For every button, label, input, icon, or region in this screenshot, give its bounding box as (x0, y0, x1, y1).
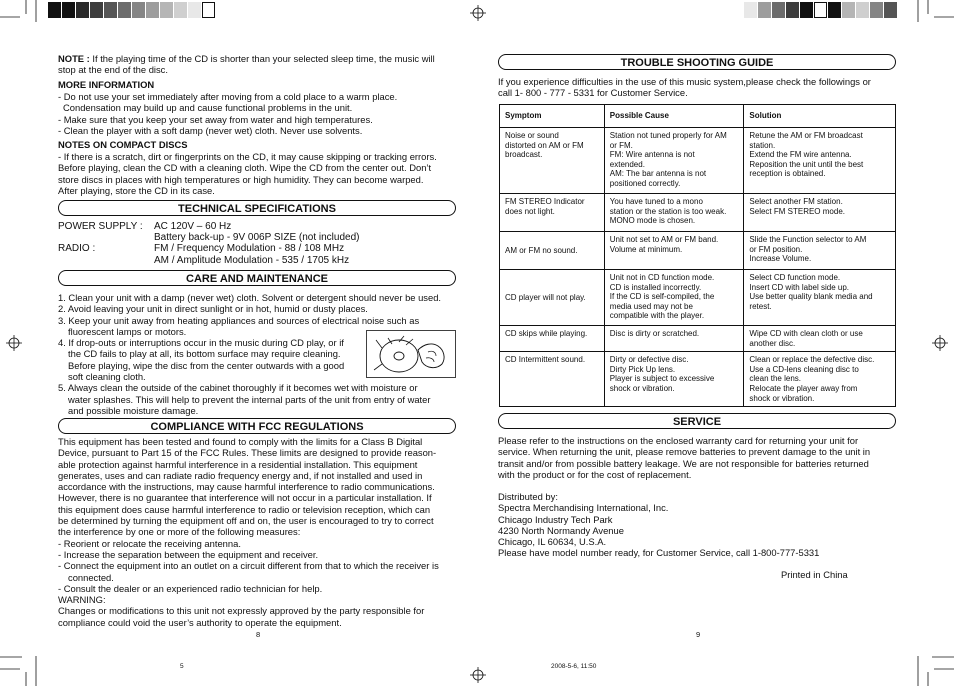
cell-line: Volume at minimum. (609, 244, 683, 254)
tech-value: AM / Amplitude Modulation - 535 / 1705 kHz (154, 254, 350, 266)
cause-cell (604, 128, 744, 194)
cell-line: reception is obtained. (749, 169, 826, 179)
col-header-symptom: Symptom (500, 105, 605, 128)
cell-line: Reposition the unit until the best (749, 159, 864, 169)
cell-line: does not light. (505, 206, 555, 216)
table-row (500, 352, 896, 407)
cell-line: Select another FM station. (749, 197, 843, 206)
more-info-line: - Do not use your set immediately after moving from a cold place to a warm place. (58, 91, 398, 102)
trouble-shooting-intro (498, 76, 902, 99)
cd-cleaning-illustration (366, 330, 456, 378)
more-info-line: - Make sure that you keep your set away from water and high temperatures. (58, 113, 373, 125)
solution-cell (744, 232, 896, 270)
tech-specs-table (58, 221, 458, 266)
cell-line: Player is subject to excessive (609, 374, 715, 384)
tech-value: FM / Frequency Modulation - 88 / 108 MHz (154, 243, 345, 255)
fcc-compliance-heading: COMPLIANCE WITH FCC REGULATIONS (58, 418, 456, 434)
notes-cd-line: - If there is a scratch, dirt or fingerprints on the CD, it may cause skipping or tracking errors. (58, 151, 437, 162)
cell-line: Station not tuned properly for AM (609, 131, 727, 140)
fcc-line: - Increase the separation between the equipment and receiver. (58, 548, 319, 560)
solution-cell (744, 270, 896, 326)
fcc-line: Changes or modifications to this unit not expressly approved by the party responsible for (58, 605, 425, 617)
cell-line: another disc. (749, 338, 796, 348)
care-line: 4. If drop-outs or interruptions occur in the music during CD play, or if (58, 337, 344, 349)
trouble-shooting-heading: TROUBLE SHOOTING GUIDE (498, 54, 896, 70)
cell-line: Wipe CD with clean cloth or use (749, 329, 863, 338)
symptom-cell (500, 352, 605, 407)
distributor-line: 4230 North Normandy Avenue (498, 524, 624, 536)
note-line-1: If the playing time of the CD is shorter than your selected sleep time, the music will (89, 53, 435, 64)
cell-line: Select FM STEREO mode. (749, 206, 845, 216)
cell-line: retest. (749, 301, 772, 311)
distributor-line: Please have model number ready, for Customer Service, call 1-800-777-5331 (498, 547, 820, 559)
note-paragraph (58, 53, 458, 76)
registration-mark-left (6, 335, 22, 351)
cell-line: FM: Wire antenna is not (609, 150, 695, 160)
cell-line: CD player will not play. (505, 292, 586, 302)
symptom-cell (500, 232, 605, 270)
solution-cell (744, 326, 896, 352)
notes-cd-list (58, 151, 458, 196)
care-line: the CD fails to play at all, its bottom surface may require cleaning. (68, 348, 341, 360)
cell-line: broadcast. (505, 150, 543, 160)
service-line: with the product or for the cost of replacement. (498, 468, 692, 480)
cell-line: shock or vibration. (609, 383, 675, 393)
fcc-line: be determined by turning the equipment off and on, the user is encouraged to try to correct (58, 515, 434, 527)
tech-label (58, 255, 154, 266)
more-info-title: MORE INFORMATION (58, 79, 155, 90)
distributor-line: Chicago, IL 60634, U.S.A. (498, 536, 607, 548)
cell-line: Disc is dirty or scratched. (609, 329, 700, 338)
sheet-number: 5 (180, 663, 184, 670)
fcc-line: connected. (68, 571, 114, 583)
care-line: Before playing, wipe the disc from the center outwards with a good (68, 359, 345, 371)
cell-line: CD skips while playing. (505, 329, 588, 338)
page-number-left: 8 (256, 630, 261, 639)
tech-value: Battery back-up - 9V 006P SIZE (not included) (154, 232, 360, 244)
table-row (500, 232, 896, 270)
cell-line: Unit not in CD function mode. (609, 273, 715, 282)
notes-cd-line: After playing, store the CD in its case. (58, 184, 215, 196)
distributor-line: Chicago Industry Tech Park (498, 513, 613, 525)
more-info-line: Condensation may build up and cause functional problems in the unit. (63, 102, 353, 114)
cell-line: FM STEREO Indicator (505, 197, 585, 206)
cell-line: Extend the FM wire antenna. (749, 150, 852, 160)
fcc-line: - Reorient or relocate the receiving antenna. (58, 537, 241, 549)
care-maintenance-heading: CARE AND MAINTENANCE (58, 270, 456, 286)
care-line: 2. Avoid leaving your unit in direct sunlight or in hot, humid or dusty places. (58, 303, 368, 315)
cell-line: Noise or sound (505, 131, 559, 140)
registration-mark-top (470, 5, 486, 21)
cell-line: Select CD function mode. (749, 273, 841, 282)
cell-line: Unit not set to AM or FM band. (609, 235, 719, 244)
cell-line: Slide the Function selector to AM (749, 235, 867, 244)
cell-line: Insert CD with label side up. (749, 282, 850, 292)
fcc-line: generates, uses and can radiate radio frequency energy and, if not installed and used in (58, 469, 423, 481)
symptom-cell (500, 326, 605, 352)
fcc-line: the interference by one or more of the following measures: (58, 526, 301, 538)
tech-label: RADIO : (58, 243, 96, 255)
cell-line: or FM. (609, 140, 633, 150)
registration-mark-bottom (470, 667, 486, 683)
table-row (500, 128, 896, 194)
cause-cell (604, 194, 744, 232)
distributor-line: Spectra Merchandising International, Inc. (498, 502, 669, 514)
fcc-line: WARNING: (58, 594, 106, 606)
tech-value: AC 120V – 60 Hz (154, 221, 232, 232)
symptom-cell (500, 194, 605, 232)
service-line: Please refer to the instructions on the enclosed warranty card for returning your unit for (498, 435, 859, 446)
cell-line: distorted on AM or FM (505, 140, 584, 150)
distributor-info (498, 491, 902, 559)
cell-line: shock or vibration. (749, 393, 815, 403)
notes-cd-line: store discs in places with high temperatures or high humidity. They can become warped. (58, 173, 424, 185)
print-date: 2008-5-6, 11:50 (551, 663, 597, 670)
cell-line: or FM position. (749, 244, 803, 254)
fcc-line: However, there is no guarantee that interference will not occur in a particular installation. If (58, 492, 432, 504)
cell-line: station or the station is too weak. (609, 206, 727, 216)
care-line: 5. Always clean the outside of the cabinet thoroughly if it becomes wet with moisture or (58, 382, 418, 394)
cell-line: compatible with the player. (609, 311, 705, 321)
service-heading: SERVICE (498, 413, 896, 429)
notes-cd-line: Before playing, clean the CD with a cleaning cloth. Wipe the CD from the center out. Don’t (58, 162, 432, 174)
care-line: 1. Clean your unit with a damp (never wet) cloth. Solvent or detergent should never be used. (58, 292, 442, 303)
cell-line: media used may not be (609, 301, 693, 311)
trouble-shooting-table (499, 104, 896, 407)
cause-cell (604, 232, 744, 270)
more-info-line: - Clean the player with a soft damp (never wet) cloth. Never use solvents. (58, 124, 363, 136)
cell-line: You have tuned to a mono (609, 197, 703, 206)
symptom-cell (500, 128, 605, 194)
care-line: soft cleaning cloth. (68, 371, 146, 383)
solution-cell (744, 194, 896, 232)
note-line-2: stop at the end of the disc. (58, 64, 168, 76)
col-header-solution: Solution (744, 105, 896, 128)
service-text (498, 435, 902, 480)
cause-cell (604, 326, 744, 352)
note-label: NOTE : (58, 53, 90, 64)
cell-line: extended. (609, 159, 645, 169)
cell-line: Clean or replace the defective disc. (749, 355, 875, 365)
cell-line: Increase Volume. (749, 254, 812, 264)
fcc-line: accordance with the instructions, may cause harmful interference to radio communications. (58, 481, 435, 493)
care-line: fluorescent lamps or motors. (68, 325, 187, 337)
service-line: transit and/or from possible battery leakage. We are not responsible for batteries returned (498, 457, 869, 469)
notes-cd-title: NOTES ON COMPACT DISCS (58, 139, 188, 150)
fcc-line: this equipment does cause harmful interference to radio or television reception, which can (58, 503, 431, 515)
cell-line: Retune the AM or FM broadcast (749, 131, 863, 140)
tech-label (58, 232, 154, 243)
col-header-cause: Possible Cause (604, 105, 744, 128)
symptom-cell (500, 270, 605, 326)
cell-line: MONO mode is chosen. (609, 216, 696, 226)
care-line: water splashes. This will help to prevent the internal parts of the unit from entry of water (68, 393, 431, 405)
solution-cell (744, 128, 896, 194)
tech-label: POWER SUPPLY : (58, 221, 143, 232)
cell-line: If the CD is self-compiled, the (609, 292, 715, 302)
fcc-line: - Consult the dealer or an experienced radio technician for help. (58, 582, 323, 594)
table-row (500, 270, 896, 326)
ts-intro-line: call 1- 800 - 777 - 5331 for Customer Service. (498, 87, 688, 99)
care-line: and possible moisture damage. (68, 404, 199, 416)
registration-mark-right (932, 335, 948, 351)
printed-in-china: Printed in China (781, 569, 848, 580)
cell-line: Use better quality blank media and (749, 292, 873, 302)
cell-line: AM or FM no sound. (505, 245, 578, 255)
cell-line: Dirty Pick Up lens. (609, 364, 676, 374)
table-header-row (500, 105, 896, 128)
more-info-list (58, 91, 458, 136)
table-row (500, 326, 896, 352)
cell-line: clean the lens. (749, 374, 801, 384)
ts-intro-line: If you experience difficulties in the use of this music system,please check the followings or (498, 76, 871, 87)
cell-line: station. (749, 140, 776, 150)
cell-line: Use a CD-lens cleaning disc to (749, 364, 859, 374)
cell-line: Relocate the player away from (749, 383, 858, 393)
fcc-line: Device, pursuant to Part 15 of the FCC Rules. These limits are designed to provide reason- (58, 447, 437, 459)
table-row (500, 194, 896, 232)
distributor-line: Distributed by: (498, 491, 558, 502)
solution-cell (744, 352, 896, 407)
cell-line: AM: The bar antenna is not (609, 169, 707, 179)
cause-cell (604, 352, 744, 407)
cell-line: CD is installed incorrectly. (609, 282, 702, 292)
tech-specs-heading: TECHNICAL SPECIFICATIONS (58, 200, 456, 216)
cell-line: positioned correctly. (609, 178, 681, 188)
cell-line: Dirty or defective disc. (609, 355, 689, 365)
fcc-line: This equipment has been tested and found to comply with the limits for a Class B Digital (58, 436, 423, 447)
care-line: 3. Keep your unit away from heating appliances and sources of electrical noise such as (58, 314, 420, 326)
fcc-line: compliance could void the user’s authority to operate the equipment. (58, 616, 342, 628)
service-line: service. When returning the unit, please remove batteries to prevent damage to the unit in (498, 446, 871, 458)
fcc-text (58, 436, 460, 628)
cause-cell (604, 270, 744, 326)
fcc-line: - Connect the equipment into an outlet on a circuit different from that to which the receiver is (58, 560, 439, 572)
cell-line: CD Intermittent sound. (505, 355, 586, 365)
page-number-right: 9 (696, 630, 701, 639)
fcc-line: able protection against harmful interference in a residential installation. This equipment (58, 458, 418, 470)
